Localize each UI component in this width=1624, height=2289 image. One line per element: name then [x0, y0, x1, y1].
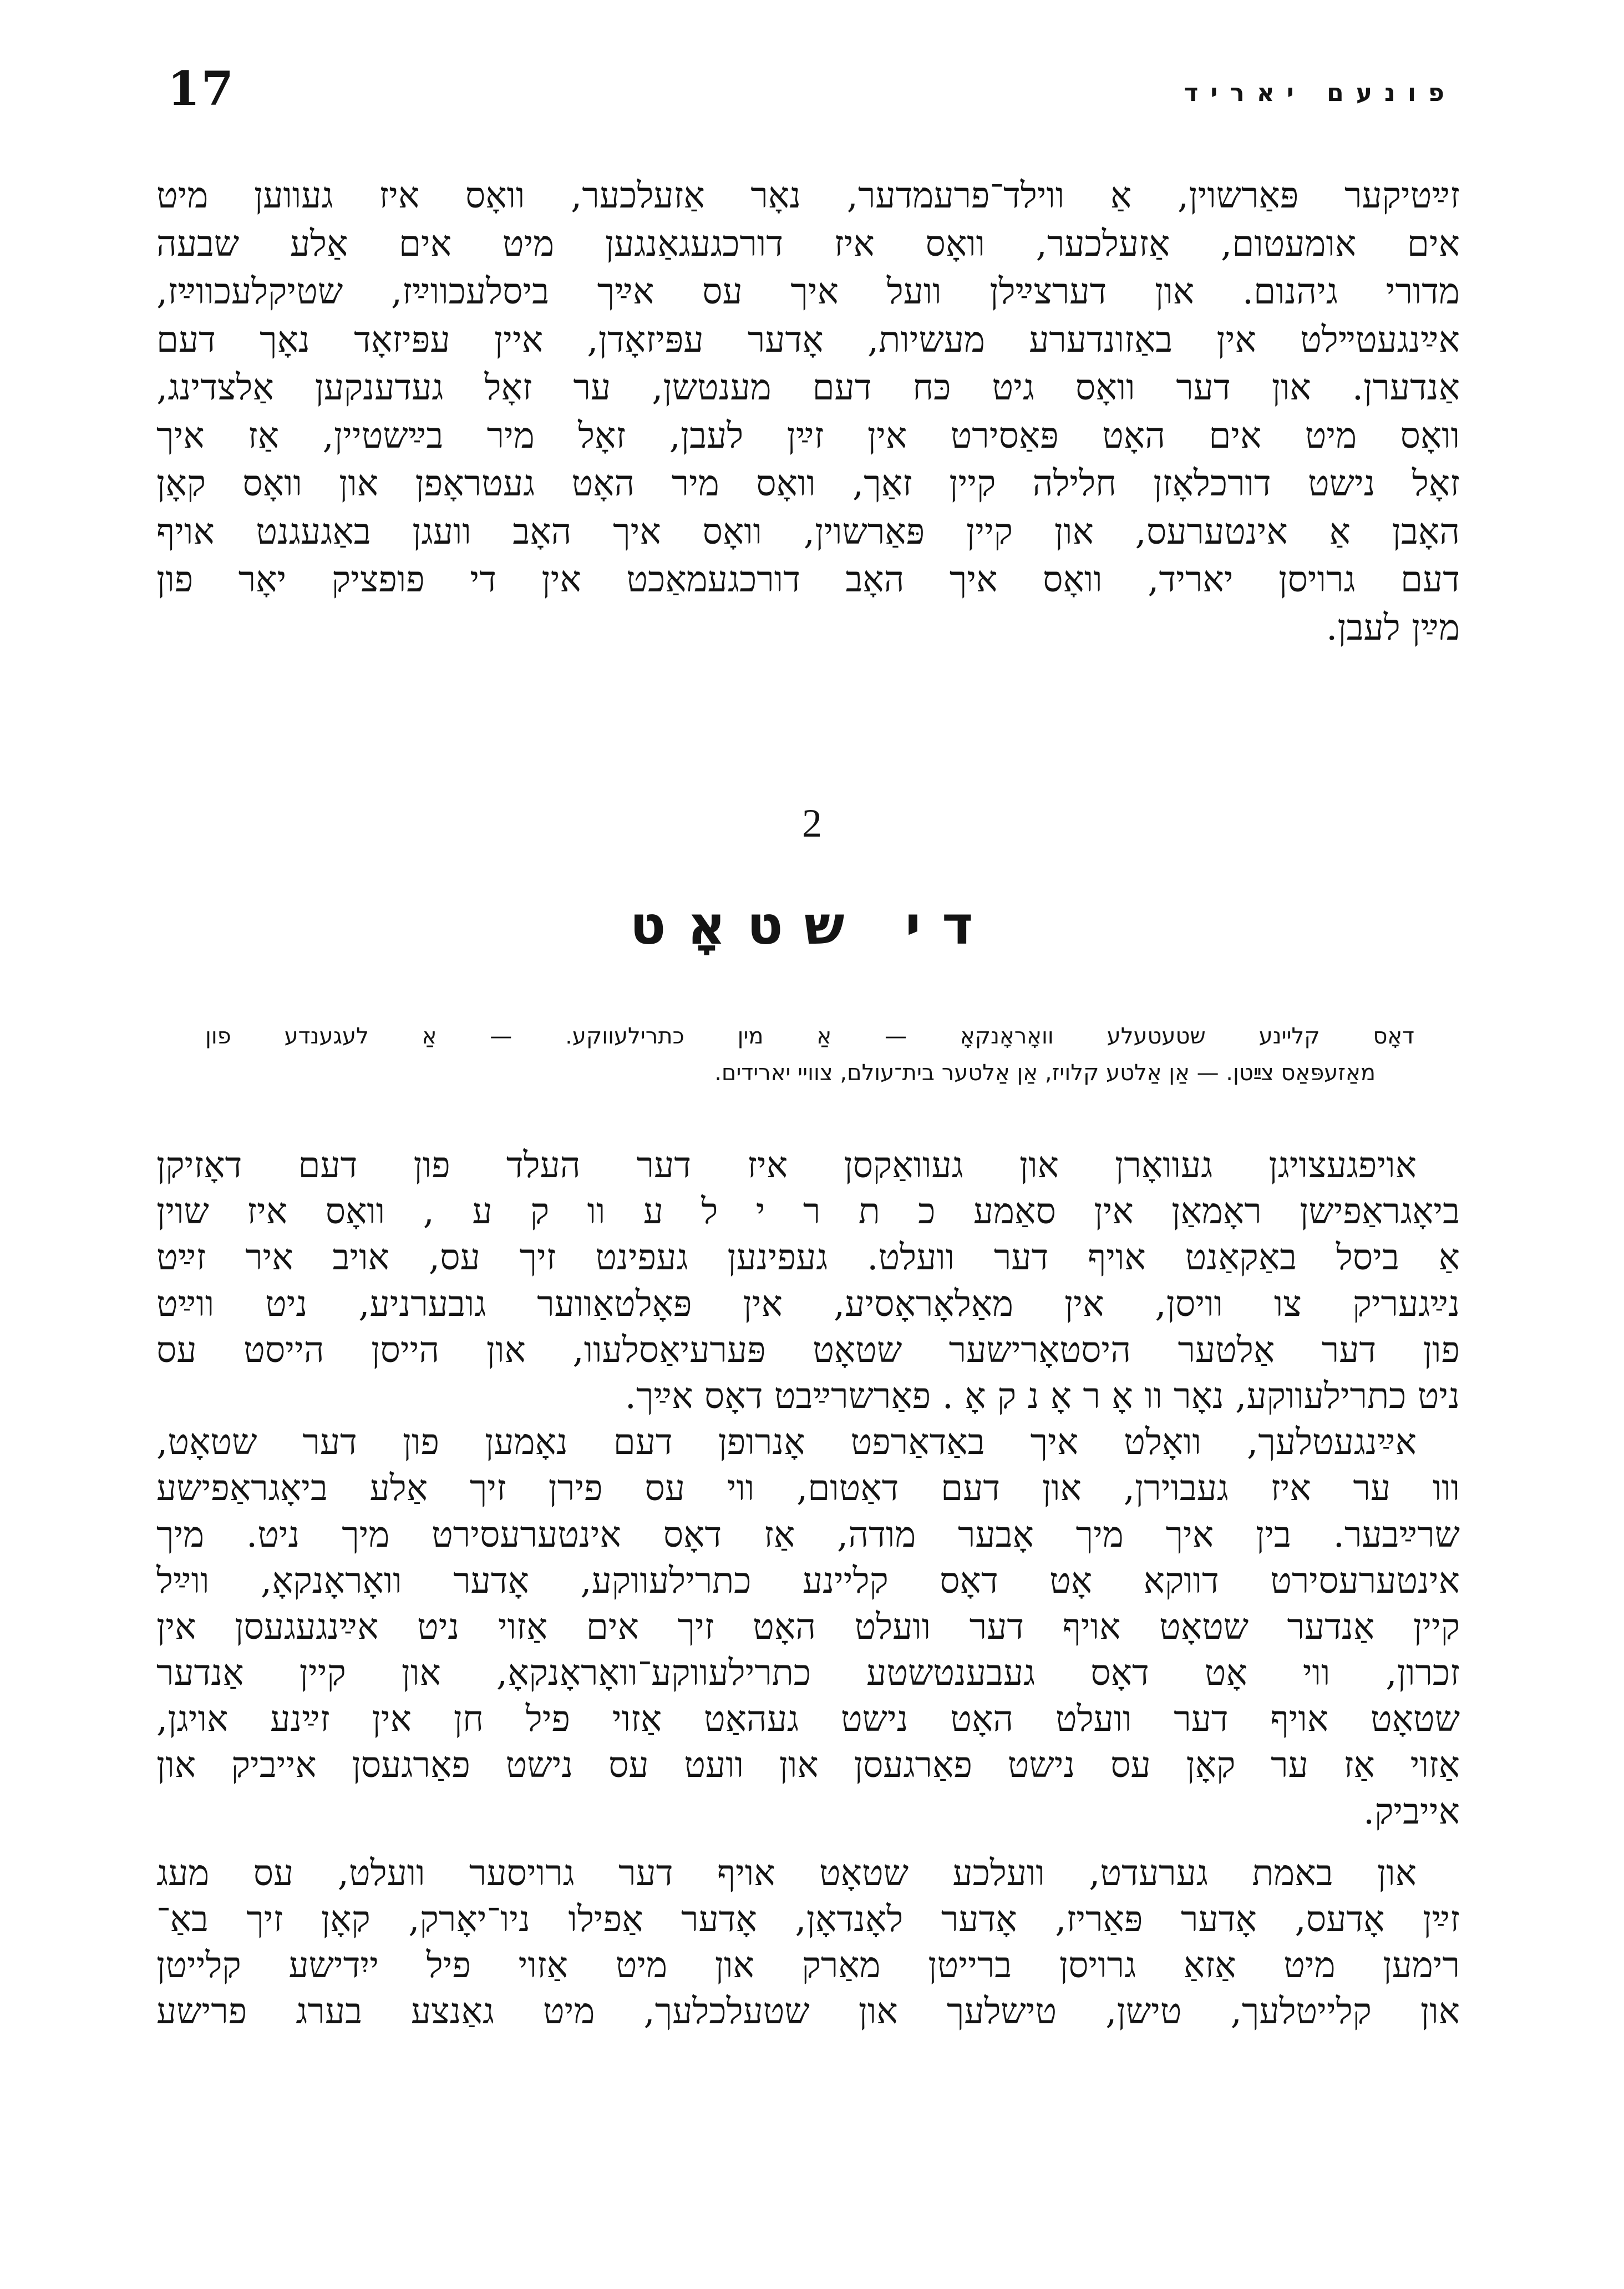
- text-line: ביאָגראַפישן ראָמאַן אין סאַמע כ ת ר י ל ע וו ק ע , וואָס איז שוין: [156, 1191, 1460, 1233]
- text-line: אויפגעצויגן געוואָרן און געוואַקסן איז דער העלד פון דעם דאָזיקן: [156, 1145, 1417, 1186]
- text-line: אייביק.: [1363, 1791, 1460, 1832]
- text-line: נײַגעריק צו וויסן, אין מאַלאָראָסיע, אין פּאָלטאַווער גובערניע, ניט ווײַט: [156, 1283, 1460, 1325]
- text-line: ווו ער איז געבוירן, און דעם דאַטום, ווי עס פירן זיך אַלע ביאָגראַפישע: [156, 1468, 1460, 1510]
- synopsis-line: דאָס קליינע שטעטעלע וואָראָנקאָ — אַ מין כתרילעווקע. — אַ לעגענדע פון: [205, 1024, 1414, 1049]
- chapter-body: [156, 1143, 1460, 2035]
- text-line: קיין אַנדער שטאָט אויף דער וועלט האָט זיך אים אַזוי ניט אײַנגעגעסן אין: [156, 1606, 1460, 1648]
- text-line: זאָל נישט דורכלאָזן חלילה קיין זאַך, וואָס מיר האָט געטראָפן און וואָס קאָן: [156, 463, 1460, 504]
- text-line: שרײַבער. בין איך מיך אָבער מודה, אַז דאָס אינטערעסירט מיך ניט. מיך: [156, 1514, 1460, 1556]
- chapter-number: 2: [802, 801, 822, 845]
- chapter-synopsis: [205, 1018, 1414, 1091]
- text-line: האָבן אַ אינטערעס, און קיין פּאַרשוין, וואָס איך האָב וועגן באַגעגנט אויף: [156, 511, 1460, 553]
- text-line: ניט כתרילעווקע, נאָר וו אָ ר אָ נ ק אָ . פאַרשרײַבט דאָס אײַך.: [625, 1375, 1460, 1417]
- text-line: מדורי גיהנום. און דערצײַלן וועל איך עס אײַך ביסלעכווײַז, שטיקלעכווײַז,: [156, 271, 1460, 312]
- text-line: אײַנגעטײלט אין באַזונדערע מעשיות, אָדער עפּיזאָדן, איין עפּיזאָד נאָך דעם: [156, 319, 1460, 361]
- text-line: אַנדערן. און דער וואָס גיט כּח דעם מענטשן, ער זאָל געדענקען אַלצדינג,: [156, 367, 1460, 408]
- text-line: אײַנגעטלעך, וואָלט איך באַדאַרפט אָנרופן דעם נאָמען פון דער שטאָט,: [156, 1422, 1417, 1463]
- text-line: אַ ביסל באַקאַנט אויף דער וועלט. געפינען געפינט זיך עס, אויב איר זײַט: [156, 1237, 1460, 1279]
- text-line: און קלייטלעך, טישן, טישלעך און שטעלכלעך, מיט גאַנצע בערג פרישע: [156, 1991, 1460, 2033]
- text-line: און באמת גערעדט, וועלכע שטאָט אויף דער גרויסער וועלט, עס מעג: [156, 1852, 1417, 1894]
- running-head: פונעם יאריד: [1184, 79, 1456, 107]
- text-line: פון דער אַלטער היסטאָרישער שטאָט פּערעיאַסלעוו, און הייסן הייסט עס: [156, 1329, 1460, 1371]
- page-number: 17: [168, 61, 235, 116]
- text-line: זײַן אָדעס, אָדער פּאַריז, אָדער לאָנדאָן, אָדער אַפילו ניו־יאָרק, קאָן זיך באַ־: [156, 1899, 1460, 1940]
- text-line: זכרון, ווי אָט דאָס געבענטשטע כתרילעווקע־וואָראָנקאָ, און קיין אַנדער: [156, 1653, 1460, 1694]
- text-line: דעם גרויסן יאריד, וואָס איך האָב דורכגעמאַכט אין די פופציק יאָר פון: [156, 559, 1460, 600]
- synopsis-line: מאַזעפּאַס צײַטן. — אַן אַלטע קלויז, אַן אַלטער בית־עולם, צוויי יארידים.: [714, 1060, 1376, 1086]
- text-line: אים אומעטום, אַזעלכער, וואָס איז דורכגעגאַנגען מיט אים אַלע שבעה: [156, 223, 1460, 265]
- chapter-title: די שטאָט: [630, 894, 994, 956]
- paragraph-gap: [156, 1835, 1460, 1851]
- text-line: וואָס מיט אים האָט פּאַסירט אין זײַן לעבן, זאָל מיר בײַשטיין, אַז איך: [156, 415, 1460, 457]
- text-line: שטאָט אויף דער וועלט האָט נישט געהאַט אַזוי פיל חן אין זײַנע אויגן,: [156, 1699, 1460, 1740]
- text-line: אַזוי אַז ער קאָן עס נישט פאַרגעסן און וועט עס נישט פאַרגעסן אייביק און: [156, 1745, 1460, 1786]
- text-line: זײַטיקער פּאַרשוין, אַ ווילד־פרעמדער, נאָר אַזעלכער, וואָס איז געווען מיט: [156, 175, 1460, 216]
- intro-paragraph: [156, 172, 1460, 652]
- text-line: מײַן לעבן.: [1326, 607, 1460, 649]
- text-line: רימען מיט אַזאַ גרויסן ברייטן מאַרק און מיט אַזוי פיל ייִדישע קלייטן: [156, 1945, 1460, 1987]
- text-line: אינטערעסירט דווקא אָט דאָס קליינע כתרילעווקע, אָדער וואָראָנקאָ, ווײַל: [156, 1560, 1460, 1602]
